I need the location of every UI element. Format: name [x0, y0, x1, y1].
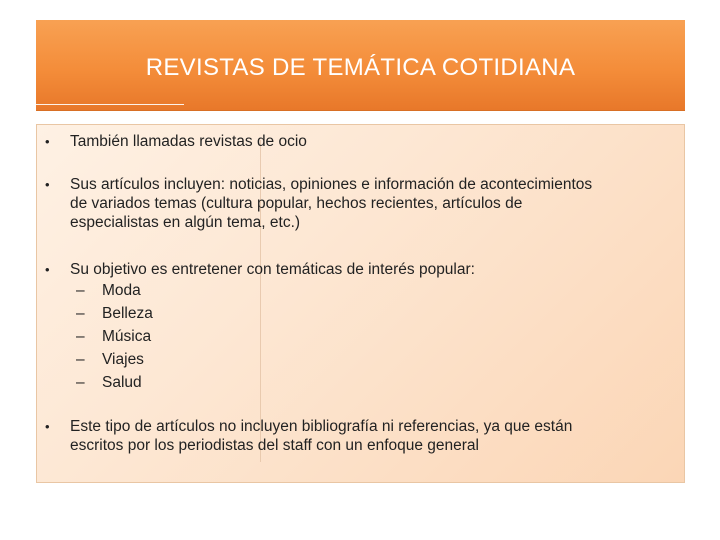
- bullet-marker: •: [45, 262, 50, 277]
- bullet-text: Su objetivo es entretener con temáticas de interés popular:: [70, 261, 475, 278]
- sub-text: Música: [102, 328, 152, 345]
- title-underline: [36, 104, 184, 105]
- bullet-marker: •: [45, 177, 50, 192]
- sub-marker: –: [76, 328, 85, 345]
- sub-marker: –: [76, 282, 85, 299]
- sub-text: Salud: [102, 374, 142, 391]
- bullet-marker: •: [45, 419, 50, 434]
- sub-marker: –: [76, 374, 85, 391]
- bullet-text: Este tipo de artículos no incluyen bibliografía ni referencias, ya que están escritos por los periodistas del staff con un enfoque general: [70, 418, 573, 454]
- sub-text: Belleza: [102, 305, 153, 322]
- bullet-text: También llamadas revistas de ocio: [70, 133, 307, 150]
- sub-text: Moda: [102, 282, 141, 299]
- title-bar: [36, 20, 685, 111]
- bullet-text: Sus artículos incluyen: noticias, opiniones e información de acontecimientos de variados temas (cultura popular, hechos recientes, artículos de especialistas en algún tema, etc.): [70, 176, 593, 231]
- bullet-marker: •: [45, 134, 50, 149]
- slide-title: REVISTAS DE TEMÁTICA COTIDIANA: [145, 54, 576, 81]
- sub-marker: –: [76, 305, 85, 322]
- sub-text: Viajes: [102, 351, 144, 368]
- sub-marker: –: [76, 351, 85, 368]
